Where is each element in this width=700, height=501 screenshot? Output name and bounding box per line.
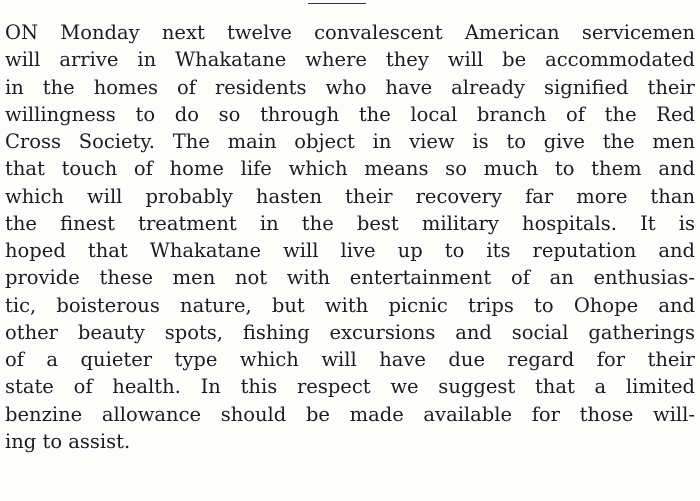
article-line: which will probably hasten their recovery far more than [5, 184, 695, 208]
article-line: ON Monday next twelve convalescent American servicemen [5, 21, 695, 44]
article-line: Cross Society. The main object in view is to give the men [5, 130, 695, 153]
article-line: of a quieter type which will have due regard for their [5, 348, 695, 371]
article-line: will arrive in Whakatane where they will be accommodated [5, 48, 695, 72]
article-line-last: ing to assist. [5, 429, 131, 453]
article-line: benzine allowance should be made available for those will- [5, 402, 695, 426]
article-line: provide these men not with entertainment of an enthusias- [5, 266, 695, 290]
column-rule [308, 3, 366, 4]
article-line: the finest treatment in the best military hospitals. It is [5, 211, 695, 235]
article-line: willingness to do so through the local branch of the Red [5, 102, 695, 126]
article-line: state of health. In this respect we suggest that a limited [5, 375, 695, 399]
article-line: in the homes of residents who have already signified their [5, 75, 695, 99]
article-line: other beauty spots, fishing excursions and social gatherings [5, 320, 695, 344]
article-body [5, 19, 695, 455]
article-line: that touch of home life which means so much to them and [5, 157, 695, 181]
article-line: hoped that Whakatane will live up to its reputation and [5, 239, 695, 262]
article-line: tic, boisterous nature, but with picnic trips to Ohope and [5, 293, 695, 317]
